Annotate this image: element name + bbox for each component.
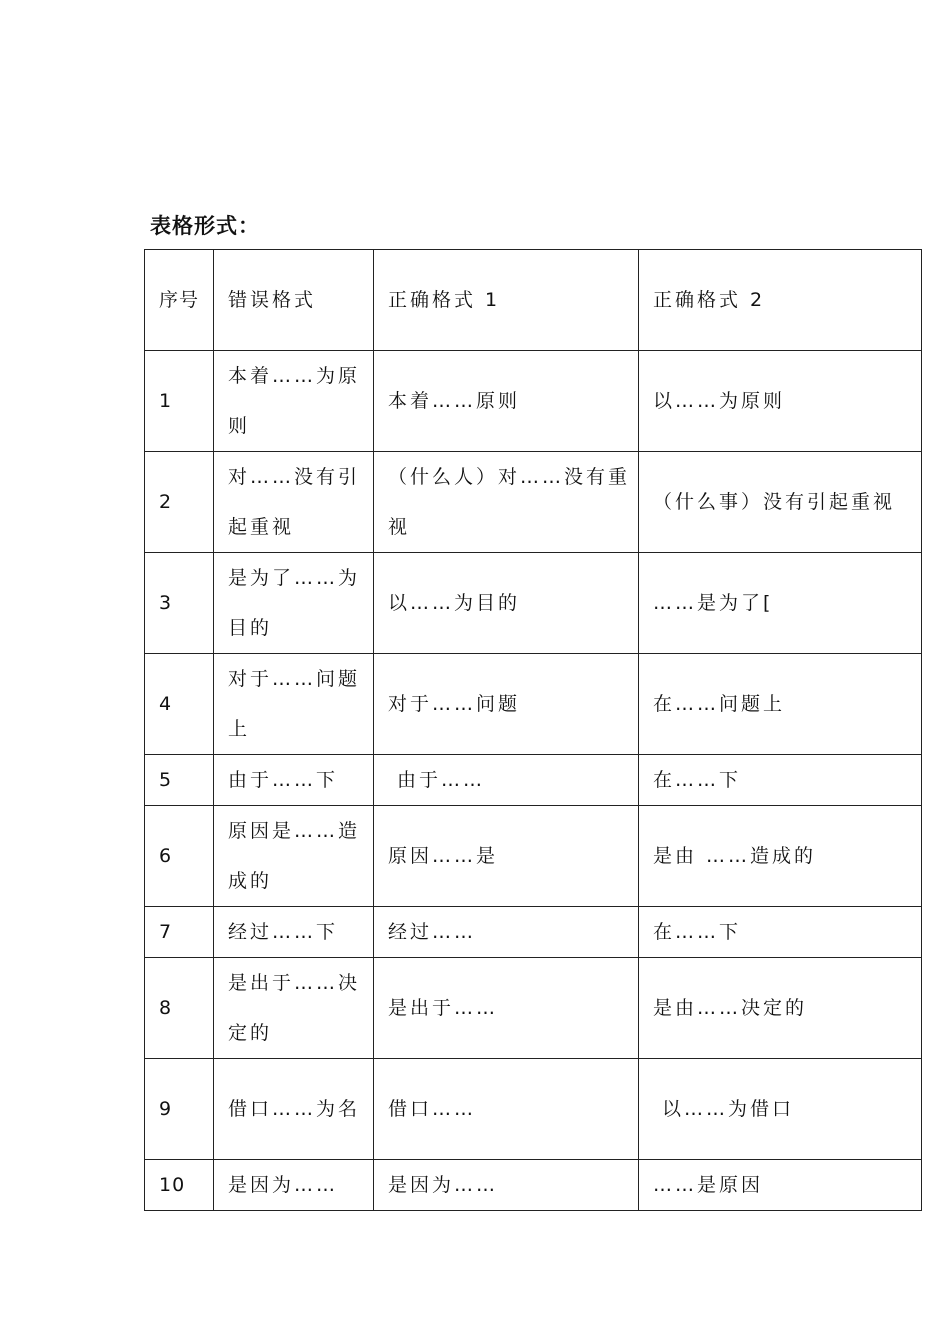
row-number: 1 [145,351,214,452]
row-number: 4 [145,654,214,755]
correct-format-2-cell: （什么事）没有引起重视 [639,452,922,553]
row-number: 8 [145,958,214,1059]
wrong-format-cell: 是因为…… [214,1160,374,1211]
correct-format-1-cell: 是出于…… [374,958,639,1059]
correct-format-2-cell: 在……下 [639,907,922,958]
row-number: 9 [145,1059,214,1160]
correct-format-1-cell: 原因……是 [374,806,639,907]
wrong-format-cell: 经过……下 [214,907,374,958]
row-number: 10 [145,1160,214,1211]
table-row [145,1160,922,1211]
correct-format-1-cell: 经过…… [374,907,639,958]
wrong-format-cell: 由于……下 [214,755,374,806]
row-number: 7 [145,907,214,958]
correct-format-2-cell: ……是为了[ [639,553,922,654]
table-row [145,1059,922,1160]
row-number: 6 [145,806,214,907]
row-number: 5 [145,755,214,806]
table-row [145,452,922,553]
table-row [145,553,922,654]
table-row [145,654,922,755]
wrong-format-cell: 原因是……造成的 [214,806,374,907]
header-correct-format-1: 正确格式 1 [374,250,639,351]
table-row [145,907,922,958]
correct-format-2-cell: 以……为借口 [639,1059,922,1160]
correct-format-1-cell: 由于…… [374,755,639,806]
correct-format-1-cell: （什么人）对……没有重视 [374,452,639,553]
wrong-format-cell: 对……没有引起重视 [214,452,374,553]
correct-format-2-cell: 以……为原则 [639,351,922,452]
wrong-format-cell: 对于……问题上 [214,654,374,755]
wrong-format-cell: 是为了……为目的 [214,553,374,654]
correct-format-1-cell: 对于……问题 [374,654,639,755]
row-number: 3 [145,553,214,654]
header-wrong-format: 错误格式 [214,250,374,351]
table-row [145,351,922,452]
wrong-format-cell: 本着……为原则 [214,351,374,452]
header-correct-format-2: 正确格式 2 [639,250,922,351]
correct-format-2-cell: 在……下 [639,755,922,806]
wrong-format-cell: 是出于……决定的 [214,958,374,1059]
table-row [145,958,922,1059]
correct-format-2-cell: 是由 ……造成的 [639,806,922,907]
section-heading: 表格形式： [150,214,260,238]
correct-format-1-cell: 是因为…… [374,1160,639,1211]
table-row [145,806,922,907]
table-row [145,755,922,806]
correct-format-1-cell: 借口…… [374,1059,639,1160]
correct-format-1-cell: 以……为目的 [374,553,639,654]
correct-format-2-cell: ……是原因 [639,1160,922,1211]
correct-format-2-cell: 是由……决定的 [639,958,922,1059]
table-header-row [145,250,922,351]
correct-format-2-cell: 在……问题上 [639,654,922,755]
header-serial-number: 序号 [145,250,214,351]
wrong-format-cell: 借口……为名 [214,1059,374,1160]
format-comparison-table [144,249,922,1211]
correct-format-1-cell: 本着……原则 [374,351,639,452]
row-number: 2 [145,452,214,553]
